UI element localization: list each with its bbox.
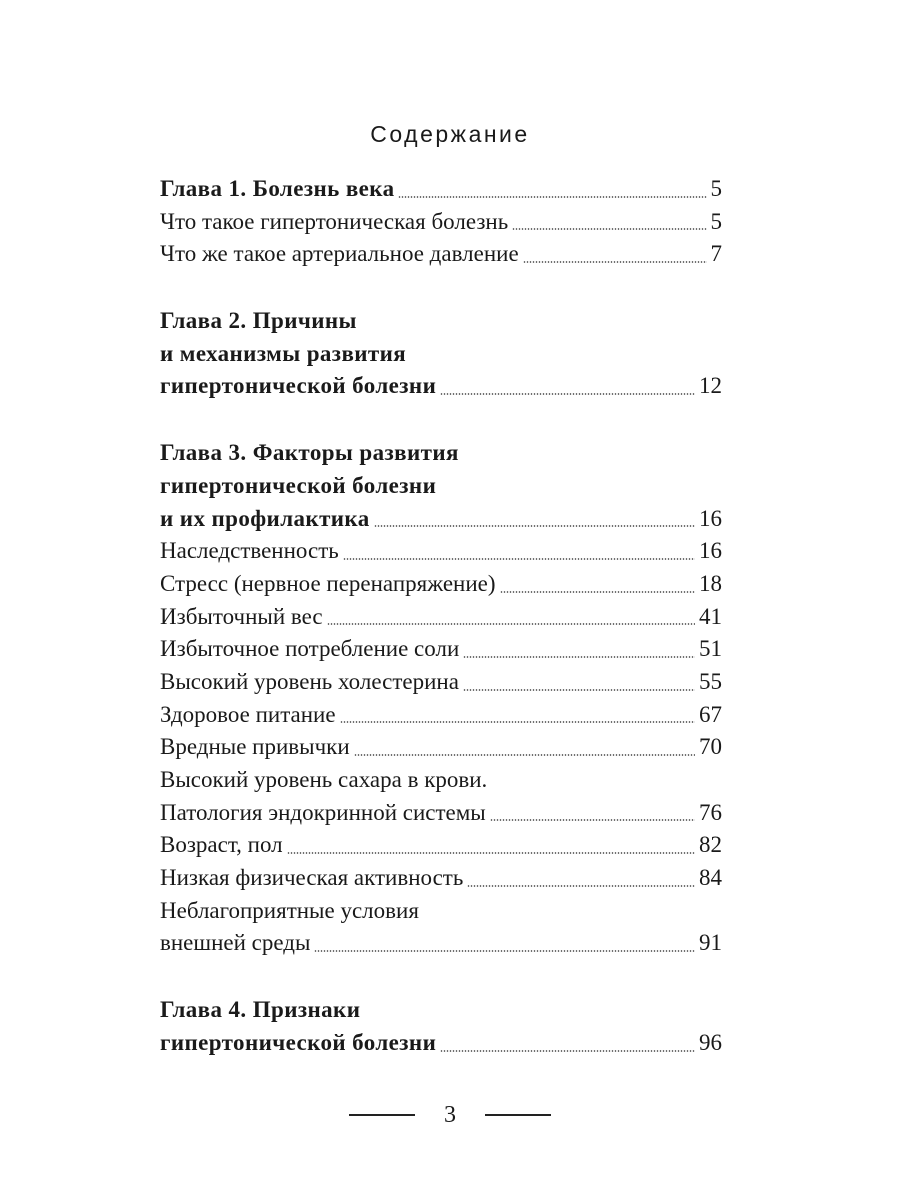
chapter-heading-line (160, 470, 722, 503)
toc-item-line (160, 895, 722, 928)
chapter-heading-page-number: 96 (699, 1029, 722, 1055)
toc-item-entry (160, 699, 722, 732)
dot-leader (463, 656, 695, 658)
chapter-heading-text: Глава 3. Факторы развития (160, 440, 459, 466)
toc-item-text: Наследственность (160, 538, 339, 564)
toc-item-line (160, 764, 722, 797)
toc-item-text: Низкая физическая активность (160, 865, 464, 891)
dot-leader (440, 393, 695, 395)
toc-item-text: Стресс (нервное перенапряжение) (160, 570, 496, 596)
dot-leader (500, 591, 695, 593)
dot-leader (287, 852, 695, 854)
toc-item-entry (160, 829, 722, 862)
toc-item-text: внешней среды (160, 930, 311, 956)
toc-item-entry (160, 601, 722, 634)
toc-item-page-number: 7 (710, 241, 722, 267)
toc-item-text: Высокий уровень холестерина (160, 668, 459, 694)
chapter-heading-page-number: 5 (710, 176, 722, 201)
page-folio (0, 1098, 900, 1132)
toc-item-page-number: 16 (699, 538, 722, 564)
chapter-heading-text: Глава 4. Признаки (160, 997, 361, 1023)
toc-item-entry (160, 862, 722, 895)
toc-item-page-number: 91 (699, 930, 722, 956)
dot-leader (327, 623, 695, 625)
chapter-heading-text: Глава 2. Причины (160, 308, 357, 334)
toc-item-text: Неблагоприятные условия (160, 897, 419, 923)
chapter-block (160, 305, 722, 403)
toc-item-page-number: 82 (699, 832, 722, 858)
toc-item-text: Избыточный вес (160, 603, 323, 629)
dot-leader (512, 228, 706, 230)
toc-item-page-number: 51 (699, 636, 722, 662)
chapter-heading-entry (160, 173, 722, 206)
toc-item-text: Избыточное потребление соли (160, 636, 460, 662)
toc-item-text: Что такое гипертоническая болезнь (160, 208, 509, 234)
toc-item-text: Здоровое питание (160, 701, 336, 727)
chapter-heading-line (160, 338, 722, 371)
toc-item-page-number: 18 (699, 570, 722, 596)
chapter-heading-page-number: 16 (699, 505, 722, 531)
folio-rule-right (485, 1114, 551, 1115)
chapter-heading-entry (160, 370, 722, 403)
toc-item-page-number: 84 (699, 865, 722, 891)
dot-leader (523, 261, 707, 263)
dot-leader (340, 721, 695, 723)
toc-item-entry (160, 206, 722, 239)
chapter-heading-text: гипертонической болезни (160, 373, 437, 399)
chapter-heading-text: и их профилактика (160, 505, 370, 531)
toc-item-page-number: 70 (699, 734, 722, 760)
toc-item-text: Что же такое артериальное давление (160, 241, 519, 267)
folio-rule-left (349, 1114, 415, 1115)
dot-leader (490, 819, 695, 821)
page-number: 3 (444, 1102, 456, 1128)
chapter-heading-text: Глава 1. Болезнь века (160, 176, 395, 201)
chapter-heading-text: гипертонической болезни (160, 1029, 437, 1055)
chapter-block (160, 994, 722, 1059)
dot-leader (314, 950, 695, 952)
chapter-block (160, 437, 722, 960)
dot-leader (343, 558, 695, 560)
page-title: Содержание (370, 121, 530, 147)
dot-leader (354, 754, 695, 756)
toc-item-page-number: 67 (699, 701, 722, 727)
toc-item-page-number: 5 (710, 208, 722, 234)
chapter-heading-line (160, 994, 722, 1027)
chapter-block (160, 173, 722, 271)
toc-item-entry (160, 535, 722, 568)
toc-item-text: Высокий уровень сахара в крови. (160, 767, 488, 792)
chapter-heading-entry (160, 1027, 722, 1060)
table-of-contents (160, 173, 722, 1094)
toc-item-text: Возраст, пол (160, 832, 283, 858)
toc-item-page-number: 41 (699, 603, 722, 629)
toc-item-page-number: 76 (699, 799, 722, 825)
toc-item-entry (160, 666, 722, 699)
chapter-heading-entry (160, 503, 722, 536)
dot-leader (440, 1050, 695, 1052)
dot-leader (463, 689, 695, 691)
toc-item-entry (160, 927, 722, 960)
toc-item-entry (160, 633, 722, 666)
dot-leader (467, 885, 695, 887)
toc-item-text: Патология эндокринной системы (160, 799, 486, 825)
toc-item-text: Вредные привычки (160, 734, 350, 760)
toc-item-entry (160, 797, 722, 830)
chapter-heading-text: и механизмы развития (160, 340, 407, 366)
chapter-heading-line (160, 305, 722, 338)
dot-leader (398, 196, 706, 198)
chapter-heading-page-number: 12 (699, 373, 722, 399)
toc-item-entry (160, 568, 722, 601)
dot-leader (374, 525, 695, 527)
toc-item-page-number: 55 (699, 668, 722, 694)
chapter-heading-text: гипертонической болезни (160, 472, 437, 498)
toc-item-entry (160, 238, 722, 271)
toc-item-entry (160, 731, 722, 764)
chapter-heading-line (160, 437, 722, 470)
